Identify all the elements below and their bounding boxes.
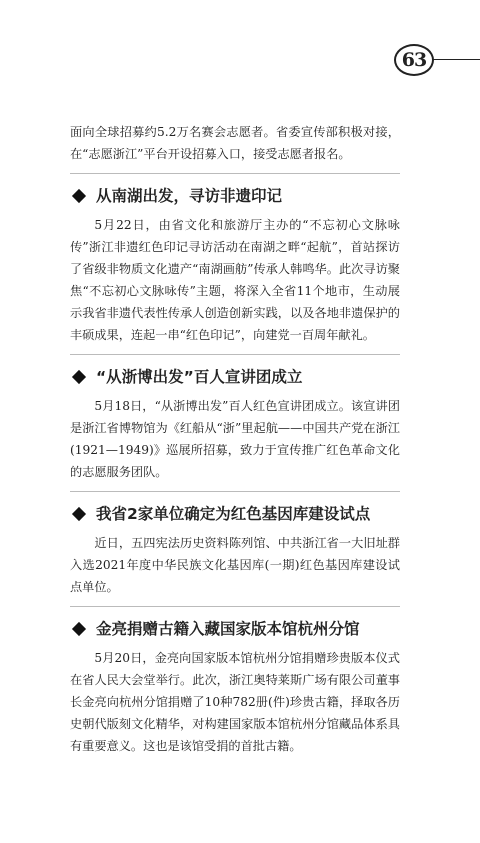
section-heading [70, 365, 400, 389]
diamond-bullet-icon [72, 189, 86, 203]
section-body: 5月22日，由省文化和旅游厅主办的“不忘初心文脉咏传”浙江非遗红色印记寻访活动在南湖之畔“起航”，首站探访了省级非物质文化遗产“南湖画舫”传承人韩鸣华。此次寻访聚焦“不忘初心文脉咏传”主题，将深入全省11个地市，生动展示我省非遗代表性传承人创造创新实践，以及各地非遗保护的丰硕成果，连起一串“红色印记”，向建党一百周年献礼。 [70, 218, 400, 342]
section-1 [70, 184, 400, 355]
section-heading [70, 617, 400, 641]
article-content [70, 121, 400, 757]
section-heading [70, 502, 400, 526]
section-divider [70, 491, 400, 492]
section-heading [70, 184, 400, 208]
section-3 [70, 502, 400, 607]
section-title: 我省2家单位确定为红色基因库建设试点 [96, 505, 371, 523]
section-title: “从浙博出发”百人宣讲团成立 [96, 368, 303, 386]
section-divider [70, 173, 400, 174]
diamond-bullet-icon [72, 370, 86, 384]
section-body: 5月20日，金亮向国家版本馆杭州分馆捐赠珍贵版本仪式在省人民大会堂举行。此次，浙江奥特莱斯广场有限公司董事长金亮向杭州分馆捐赠了10种782册(件)珍贵古籍，择取各历史朝代版刻文化精华，对构建国家版本馆杭州分馆藏品体系具有重要意义。这也是该馆受捐的首批古籍。 [70, 651, 400, 753]
intro-paragraph: 面向全球招募约5.2万名赛会志愿者。省委宣传部积极对接，在“志愿浙江”平台开设招募入口，接受志愿者报名。 [70, 125, 400, 161]
section-title: 从南湖出发，寻访非遗印记 [96, 187, 283, 205]
header-rule [433, 59, 480, 60]
page-number: 63 [394, 44, 434, 76]
section-2 [70, 365, 400, 492]
section-body: 5月18日，“从浙博出发”百人红色宣讲团成立。该宣讲团是浙江省博物馆为《红船从“浙”里起航——中国共产党在浙江(1921—1949)》巡展所招募，致力于宣传推广红色革命文化的志愿服务团队。 [70, 399, 400, 479]
section-4 [70, 617, 400, 757]
section-divider [70, 354, 400, 355]
diamond-bullet-icon [72, 622, 86, 636]
diamond-bullet-icon [72, 507, 86, 521]
section-title: 金亮捐赠古籍入藏国家版本馆杭州分馆 [96, 620, 360, 638]
section-body: 近日，五四宪法历史资料陈列馆、中共浙江省一大旧址群入选2021年度中华民族文化基因库(一期)红色基因库建设试点单位。 [70, 536, 400, 594]
section-divider [70, 606, 400, 607]
